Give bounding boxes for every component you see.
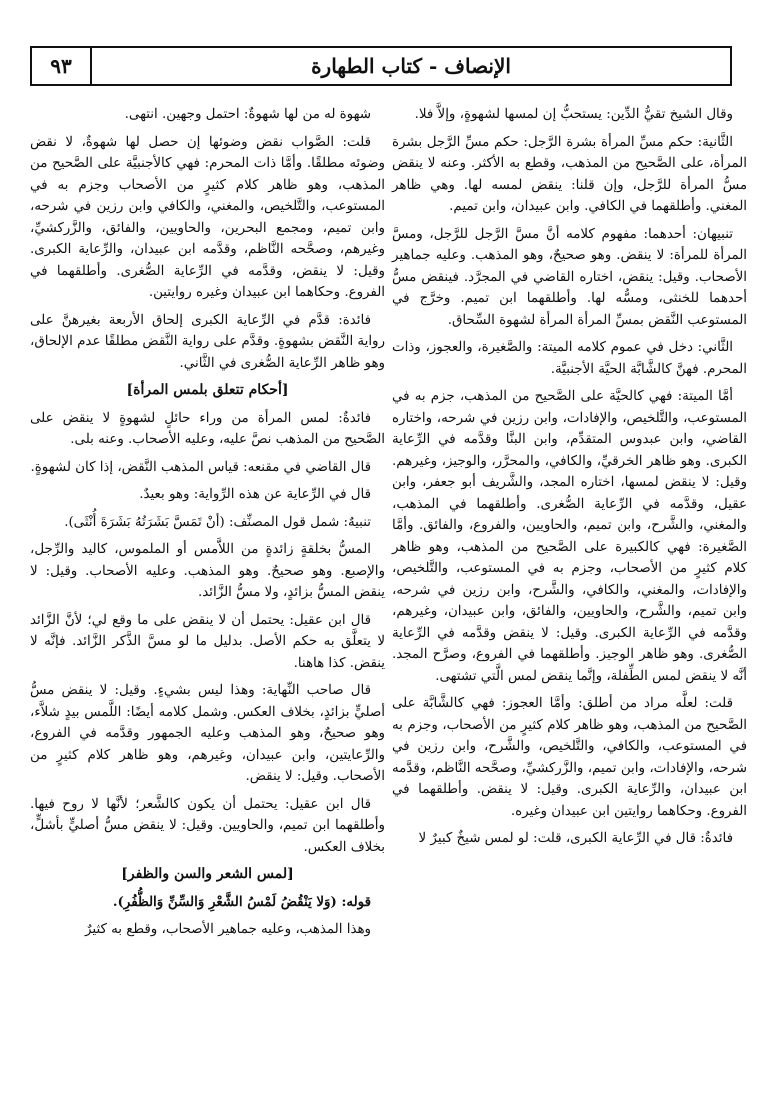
paragraph: قال ابن عقيل: يحتمل أن لا ينقض على ما وقع لي؛ لأنَّ الزَّائد لا يتعلَّق به حكم الأصل. بدليل ما لو مسَّ الذَّكر الزَّائد. فإنَّه لا ينقض. كذا هاهنا. — [30, 612, 385, 671]
paragraph: فائدةٌ: لمس المرأة من وراء حائلٍ لشهوةٍ لا ينقض على الصَّحيح من المذهب نصَّ عليه، وعليه الأصحاب. وعنه بلى. — [30, 410, 385, 447]
paragraph: الثَّانية: حكم مسِّ المرأة بشرة الرَّجل: حكم مسِّ الرَّجل بشرة المرأة، على الصَّحيح من المذهب، وقطع به الأكثر. وعنه لا ينقض مسُّ المرأة للرَّجل، وإن قلنا: ينقض لمسه لها. وهي ظاهر المغني. وأطلقهما في الكافي. وابن عبيدان، وابن تميم. — [392, 134, 747, 214]
paragraph: قال ابن عقيل: يحتمل أن يكون كالشَّعر؛ لأنَّها لا روح فيها. وأطلقهما ابن تميم، والحاويين. وقيل: لا ينقض مسُّ أصليٍّ بأشلٍّ، بخلاف العكس. — [30, 796, 385, 855]
paragraph: قال في الرِّعاية عن هذه الرِّواية: وهو بعيدٌ. — [139, 487, 371, 502]
page-header — [30, 46, 732, 86]
right-column — [392, 104, 747, 856]
paragraph: أمَّا الميتة: فهي كالحيَّة على الصَّحيح من المذهب، جزم به في المستوعب، والتَّلخيص، والإفادات، وابن رزين في شرحه، واختاره القاضي، وابن عبدوس المتقدِّم، وابن البنَّا وقدَّمه في الرِّعاية الكبرى. وهو ظاهر الخرقيِّ، والكافي، والمحرَّر، والوجيز، وغيرهم. وقيل: لا ينقض لمسها، اختاره المجد، والشَّريف أبو جعفر، وابن عقيل، وقدَّمه في الرِّعاية الصُّغرى. وأطلقهما في المذهب، والمغني، والشَّرح، وابن تميم، والحاويين، والفروع، والفائق. وأمَّا الصَّغيرة: فهي كالكبيرة على الصَّحيح من المذهب، وهو ظاهر كلام كثيرٍ من الأصحاب، وجزم به في المستوعب، والتَّلخيص، والإفادات، والمغني، والكافي، والشَّرح، وابن رزين في شرحه، وابن تميم، والشَّرح، والحاويين، والفائق، وابن عبيدان، وغيرهم، وقدَّمه في الرِّعاية الكبرى. وقيل: لا ينقض وقدَّمه في الرِّعاية الصُّغرى. وهو ظاهر الوجيز. وأطلقهما في الفروع، وصرَّح المجد. أنَّه لا ينقض لمس الطِّفلة، وإنَّما ينقض لمس الَّتي تشتهى. — [392, 389, 747, 684]
left-column — [30, 104, 385, 947]
section-heading: [لمس الشعر والسن والظفر] — [121, 866, 294, 882]
running-title: الإنصاف - كتاب الطهارة — [311, 54, 511, 78]
quoted-text: قوله: (وَلا يَنْقُضُ لَمْسُ الشَّعْرِ وَالسِّنِّ وَالظُّفُرِ). — [112, 893, 371, 910]
paragraph: تنبيهٌ: شمل قول المصنِّف: (أنْ تَمَسَّ بَشَرَتُهُ بَشَرَةَ أُنْثَى). — [64, 514, 371, 530]
paragraph: فائدة: قدَّم في الرِّعاية الكبرى إلحاق الأربعة بغيرهنَّ على رواية النَّقض بشهوةٍ. وقدَّم على رواية النَّقض مطلقًا عدم الإلحاق، وهو ظاهر الرِّعاية الصُّغرى في الثَّاني. — [30, 312, 385, 371]
paragraph: قلت: الصَّواب نقض وضوئها إن حصل لها شهوةٌ، لا نقض وضوئه مطلقًا. وأمَّا ذات المحرم: فهي كالأجنبيَّة على الصَّحيح من المذهب، وهو ظاهر كلام كثيرٍ من الأصحاب وجزم به في المستوعب، والتَّلخيص، والمغني، والكافي وابن رزين في شرحه، وابن تميم، ومجمع البحرين، والحاويين، والفائق، والزَّركشيِّ، وغيرهم، وصحَّحه النَّاظم، وقدَّمه ابن عبيدان، والرِّعاية الكبرى. وقيل: لا ينقض، وقدَّمه في الرِّعاية الصُّغرى. وأطلقهما في الفروع. وحكاهما ابن عبيدان وغيره روايتين. — [30, 134, 385, 300]
section-heading: [أحكام تتعلق بلمس المرأة] — [126, 382, 289, 398]
paragraph: فائدةٌ: قال في الرِّعاية الكبرى، قلت: لو لمس شيخٌ كبيرٌ لا — [418, 831, 733, 846]
paragraph: قال صاحب النِّهاية: وهذا ليس بشيءٍ. وقيل: لا ينقض مسُّ أصليٍّ بزائدٍ، بخلاف العكس. وشمل كلامه أيضًا: اللَّمس بيدٍ شلاَّء، وهو صحيحٌ، وهو المذهب وعليه الجمهور وقدَّمه في الفروع، والرِّعايتين، وابن عبيدان، وغيرهم، وهو ظاهر كلام كثيرٍ من الأصحاب. وقيل: لا ينقض. — [30, 683, 385, 784]
paragraph: وقال الشيخ تقيُّ الدِّين: يستحبُّ إن لمسها لشهوةٍ، وإلاَّ فلا. — [414, 107, 733, 122]
paragraph: شهوة له من لها شهوةٌ: احتمل وجهين. انتهى. — [124, 107, 371, 122]
page-number: ٩٣ — [32, 48, 92, 84]
paragraph: قلت: لعلَّه مراد من أطلق: وأمَّا العجوز: فهي كالشَّابَّة على الصَّحيح من المذهب، وهو ظاهر كلام كثيرٍ من الأصحاب، وجزم به في المستوعب، والكافي، والتَّلخيص، والشَّرح، وابن رزين في شرحه، والإفادات، وابن تميم، والزَّركشيِّ، وصحَّحه النَّاظم، وقدَّمه ابن عبيدان، والرِّعاية الكبرى. وقيل: لا ينقض. وأطلقهما في الفروع. وحكاهما روايتين ابن عبيدان وغيره. — [392, 696, 747, 819]
paragraph: قال القاضي في مقنعه: قياس المذهب النَّقض، إذا كان لشهوةٍ. — [30, 459, 371, 475]
paragraph: الثَّاني: دخل في عموم كلامه الميتة: والصَّغيرة، والعجوز، وذات المحرم. فهنَّ كالشَّابَّة الحيَّة الأجنبيَّة. — [392, 340, 747, 377]
paragraph: تنبيهان: أحدهما: مفهوم كلامه أنَّ مسَّ الرَّجل للرَّجل، ومسَّ المرأة للمرأة: لا ينقض. وهو صحيحٌ، وهو المذهب. وعليه جماهير الأصحاب. وقيل: ينقض، اختاره القاضي في المجرَّد. فينقض مسُّ أحدهما للخنثى، ومسُّه لها. وأطلقهما ابن تميم. وخرَّج في المستوعب النَّقض بمسِّ المرأة المرأة لشهوة السِّحاق. — [392, 226, 747, 328]
paragraph: وهذا المذهب، وعليه جماهير الأصحاب، وقطع به كثيرٌ — [85, 922, 371, 937]
paragraph: المسُّ بخلقةٍ زائدةٍ من اللاَّمس أو الملموس، كاليد والرِّجل، والإصبع. وهو صحيحٌ. وهو المذهب. وعليه الأصحاب. وقيل: لا ينقض المسُّ بزائدٍ، ولا مسُّ الزَّائد. — [30, 542, 385, 600]
